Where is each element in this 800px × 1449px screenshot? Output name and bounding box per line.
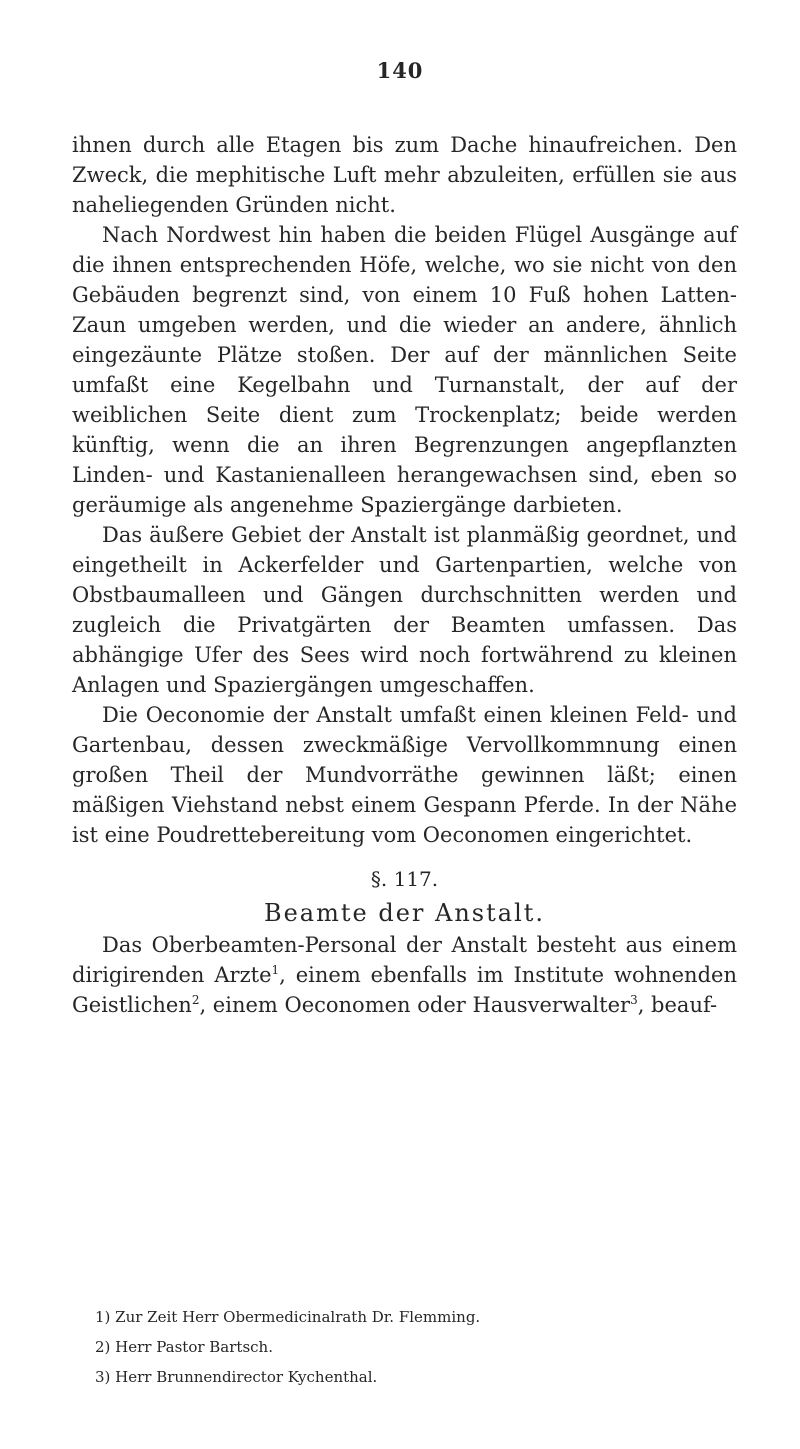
footnote-3: 3) Herr Brunnendirector Kychenthal. (95, 1368, 378, 1386)
footnote-ref-1: 1 (271, 963, 280, 977)
body-text (72, 130, 737, 1020)
page-number: 140 (376, 58, 424, 83)
section-title: Beamte der Anstalt. (263, 899, 546, 927)
paragraph-courtyards: Nach Nordwest hin haben die beiden Flügel Ausgänge auf die ihnen entsprechenden Höfe, welche, wo sie nicht von den Gebäuden begrenzt sind, von einem 10 Fuß hohen Latten-Zaun umgeben werden, und die wieder an andere, ähnlich eingezäunte Plätze stoßen. Der auf der männlichen Seite umfaßt eine Kegelbahn und Turnanstalt, der auf der weiblichen Seite dient zum Trockenplatz; beide werden künftig, wenn die an ihren Begrenzungen angepflanzten Linden- und Kastanienalleen herangewachsen sind, eben so geräumige als angenehme Spaziergänge darbieten. (72, 223, 737, 517)
footnote-1: 1) Zur Zeit Herr Obermedicinalrath Dr. Flemming. (95, 1308, 481, 1326)
officials-text-part-1: Das Oberbeamten-Personal der Anstalt besteht aus einem dirigirenden Arzte (72, 933, 737, 987)
paragraph-continuation: ihnen durch alle Etagen bis zum Dache hinaufreichen. Den Zweck, die mephitische Luft mehr abzuleiten, erfüllen sie aus naheliegenden Gründen nicht. (72, 133, 737, 217)
section-number: §. 117. (370, 867, 439, 891)
footnote-ref-3: 3 (630, 993, 638, 1007)
officials-text-part-3: , einem Oeconomen oder Hausverwalter (199, 993, 631, 1017)
footnote-ref-2: 2 (191, 993, 200, 1007)
footnotes (95, 1302, 735, 1392)
officials-text-part-2: , einem ebenfalls im Institute wohnenden Geistlichen (72, 963, 737, 1017)
footnote-2: 2) Herr Pastor Bartsch. (95, 1338, 273, 1356)
paragraph-economy: Die Oeconomie der Anstalt umfaßt einen kleinen Feld- und Gartenbau, dessen zweckmäßige Vervollkommnung einen großen Theil der Mundvorräthe gewinnen läßt; einen mäßigen Viehstand nebst einem Gespann Pferde. In der Nähe ist eine Poudrettebereitung vom Oeconomen eingerichtet. (72, 703, 737, 847)
officials-text-part-4: , beauf- (637, 993, 718, 1017)
paragraph-officials (72, 930, 737, 1020)
paragraph-outer-grounds: Das äußere Gebiet der Anstalt ist planmäßig geordnet, und eingetheilt in Ackerfelder und Gartenpartien, welche von Obstbaumalleen und Gängen durchschnitten werden und zugleich die Privatgärten der Beamten umfassen. Das abhängige Ufer des Sees wird noch fortwährend zu kleinen Anlagen und Spaziergängen umgeschaffen. (72, 523, 737, 697)
